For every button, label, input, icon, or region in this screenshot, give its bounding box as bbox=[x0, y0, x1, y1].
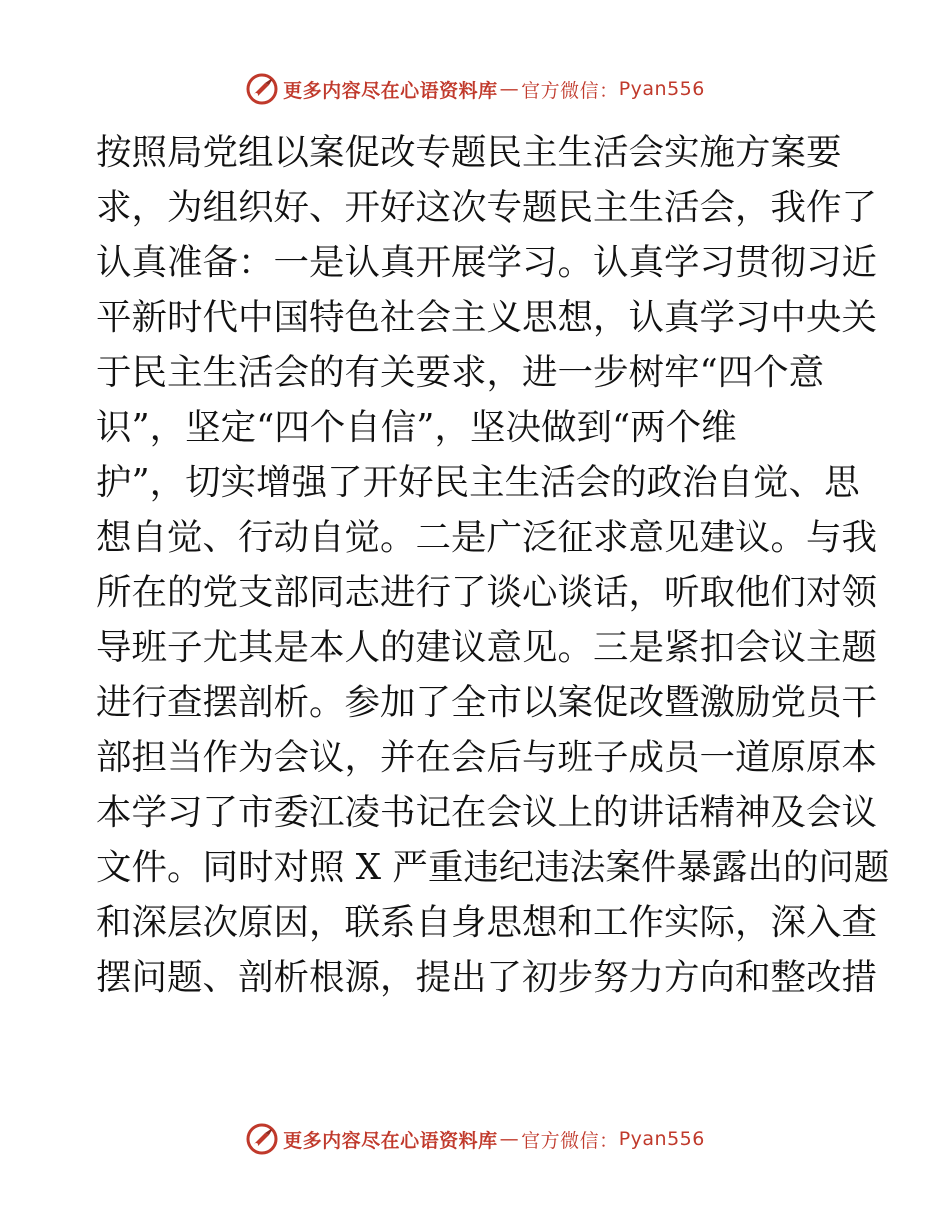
body-line: 按照局党组以案促改专题民主生活会实施方案要 bbox=[96, 132, 842, 173]
watermark-footer bbox=[0, 1122, 950, 1156]
watermark-separator: — bbox=[499, 1128, 520, 1150]
body-line: 摆问题、剖析根源，提出了初步努力方向和整改措 bbox=[96, 957, 878, 998]
body-line: 本学习了市委江凌书记在会议上的讲话精神及会议 bbox=[96, 792, 878, 833]
body-line: 护”，切实增强了开好民主生活会的政治自觉、思 bbox=[96, 462, 860, 503]
body-line: 进行查摆剖析。参加了全市以案促改暨激励党员干 bbox=[96, 682, 878, 723]
watermark-main-text: 更多内容尽在心语资料库 bbox=[283, 79, 498, 102]
body-line: 导班子尤其是本人的建议意见。三是紧扣会议主题 bbox=[96, 627, 878, 668]
body-line: 文件。同时对照 X 严重违纪违法案件暴露出的问题 bbox=[96, 847, 890, 888]
document-body bbox=[96, 125, 890, 1005]
body-line: 认真准备：一是认真开展学习。认真学习贯彻习近 bbox=[96, 242, 878, 283]
watermark-wechat-id: Pyan556 bbox=[618, 78, 705, 100]
watermark-main-text: 更多内容尽在心语资料库 bbox=[283, 1129, 498, 1152]
body-line: 求，为组织好、开好这次专题民主生活会，我作了 bbox=[96, 187, 878, 228]
body-line: 于民主生活会的有关要求，进一步树牢“四个意 bbox=[96, 352, 825, 393]
body-line: 想自觉、行动自觉。二是广泛征求意见建议。与我 bbox=[96, 517, 878, 558]
logo-icon bbox=[245, 1122, 279, 1156]
body-line: 平新时代中国特色社会主义思想，认真学习中央关 bbox=[96, 297, 878, 338]
body-line: 和深层次原因，联系自身思想和工作实际，深入查 bbox=[96, 902, 878, 943]
body-line: 所在的党支部同志进行了谈心谈话，听取他们对领 bbox=[96, 572, 878, 613]
watermark-separator: — bbox=[499, 78, 520, 100]
watermark-official-label: 官方微信： bbox=[521, 79, 619, 102]
watermark-header bbox=[0, 72, 950, 106]
watermark-official-label: 官方微信： bbox=[521, 1129, 619, 1152]
body-line: 部担当作为会议，并在会后与班子成员一道原原本 bbox=[96, 737, 878, 778]
logo-icon bbox=[245, 72, 279, 106]
body-line: 识”，坚定“四个自信”，坚决做到“两个维 bbox=[96, 407, 737, 448]
watermark-wechat-id: Pyan556 bbox=[618, 1128, 705, 1150]
